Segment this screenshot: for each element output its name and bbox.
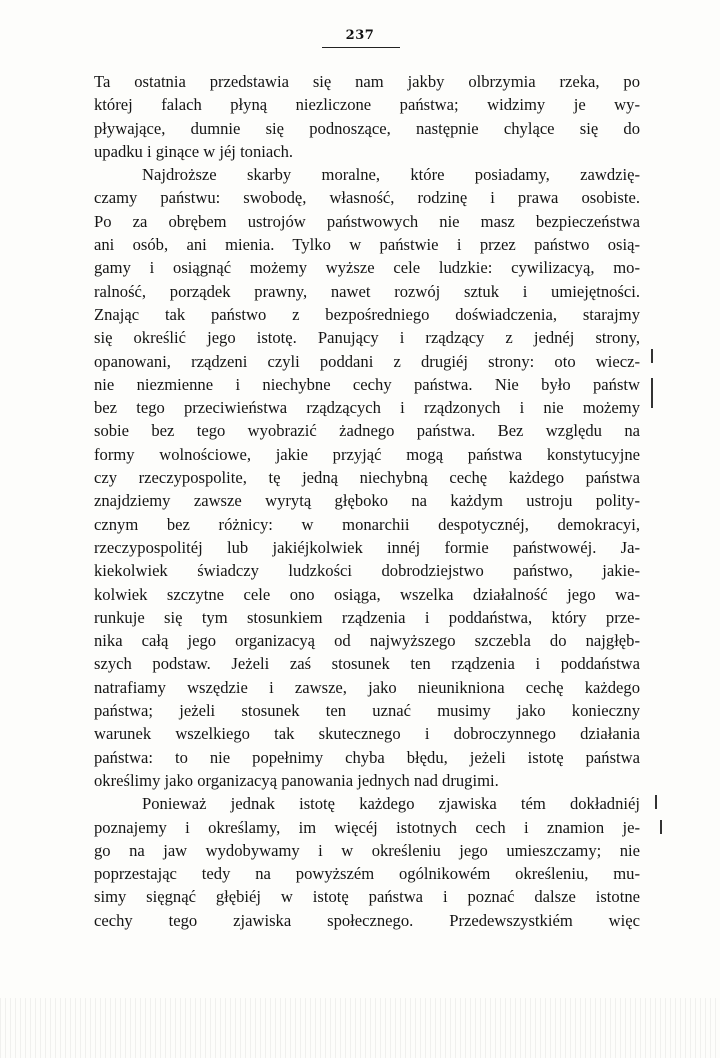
text-line: poprzestając tedy na powyższém ogólnikowém określeniu, mu-: [94, 864, 640, 884]
text-line: poznajemy i określamy, im więcéj istotnych cech i znamion je-: [94, 817, 640, 837]
text-line: nika całą jego organizacyą od najwyższego szczebla do najgłęb-: [94, 631, 640, 651]
scan-noise: [0, 998, 720, 1058]
page-number: 237: [345, 28, 375, 43]
text-line: kiekolwiek świadczy ludzkości dobrodziejstwo państwo, jakie-: [94, 561, 640, 581]
text-line: ralność, porządek prawny, nawet rozwój sztuk i umiejętności.: [94, 281, 640, 301]
text-line: Najdroższe skarby moralne, które posiadamy, zawdzię-: [142, 165, 640, 185]
text-line: pływające, dumnie się podnoszące, następnie chylące się do: [94, 118, 640, 138]
text-line: bez tego przeciwieństwa rządzących i rządzonych i nie możemy: [94, 398, 640, 418]
text-line: Po za obrębem ustrojów państwowych nie masz bezpieczeństwa: [94, 211, 640, 231]
text-line: go na jaw wydobywamy i w określeniu jego umieszczamy; nie: [94, 840, 640, 860]
text-line: formy wolnościowe, jakie przyjąć mogą państwa konstytucyjne: [94, 444, 640, 464]
margin-mark: [651, 349, 653, 363]
text-line: cznym bez różnicy: w monarchii despotycznéj, demokracyi,: [94, 514, 640, 534]
text-line: państwa; jeżeli stosunek ten uznać musimy jako konieczny: [94, 701, 640, 721]
text-line: Ta ostatnia przedstawia się nam jakby olbrzymia rzeka, po: [94, 72, 640, 91]
text-line: określimy jako organizacyą panowania jednych nad drugimi.: [94, 770, 499, 790]
text-line: natrafiamy wszędzie i zawsze, jako nieunikniona cechę każdego: [94, 677, 640, 697]
text-line: opanowani, rządzeni czyli poddani z drugiéj strony: oto wiecz-: [94, 351, 640, 371]
text-line: runkuje się tym stosunkiem rządzenia i poddaństwa, który prze-: [94, 607, 640, 627]
text-line: rzeczypospolitéj lub jakiéjkolwiek innéj formie państwowéj. Ja-: [94, 537, 640, 557]
text-line: upadku i ginące w jéj toniach.: [94, 141, 294, 161]
text-line: szych podstaw. Jeżeli zaś stosunek ten rządzenia i poddaństwa: [94, 654, 640, 674]
text-line: gamy i osiągnąć możemy wyższe cele ludzkie: cywilizacyą, mo-: [94, 258, 640, 278]
text-line: Ponieważ jednak istotę każdego zjawiska tém dokładniéj: [142, 794, 640, 814]
margin-mark: [660, 820, 662, 834]
text-line: państwa: to nie popełnimy chyba błędu, jeżeli istotę państwa: [94, 747, 640, 767]
margin-mark: [651, 378, 653, 408]
text-line: której falach płyną niezliczone państwa; widzimy je wy-: [94, 95, 640, 115]
text-line: czy rzeczypospolite, tę jedną niechybną cechę każdego państwa: [94, 468, 640, 488]
header-rule: [322, 47, 400, 48]
text-line: nie niezmienne i niechybne cechy państwa. Nie było państw: [94, 374, 640, 394]
text-line: sobie bez tego wyobrazić żadnego państwa. Bez względu na: [94, 421, 640, 441]
margin-mark: [655, 795, 657, 809]
body-text: [94, 70, 640, 932]
text-line: ani osób, ani mienia. Tylko w państwie i przez państwo osią-: [94, 235, 640, 255]
text-line: znajdziemy zawsze wyrytą głęboko na każdym ustroju polity-: [94, 491, 640, 511]
text-line: Znając tak państwo z bezpośredniego doświadczenia, starajmy: [94, 304, 640, 324]
text-line: się określić jego istotę. Panujący i rządzący z jednéj strony,: [94, 328, 640, 348]
text-line: czamy państwu: swobodę, własność, rodzinę i prawa osobiste.: [94, 188, 640, 208]
text-line: simy sięgnąć głębiéj w istotę państwa i poznać dalsze istotne: [94, 887, 640, 907]
text-line: kolwiek szczytne cele ono osiąga, wszelka działalność jego wa-: [94, 584, 640, 604]
text-line: cechy tego zjawiska społecznego. Przedewszystkiém więc: [94, 910, 640, 930]
text-line: warunek wszelkiego tak skutecznego i dobroczynnego działania: [94, 724, 640, 744]
